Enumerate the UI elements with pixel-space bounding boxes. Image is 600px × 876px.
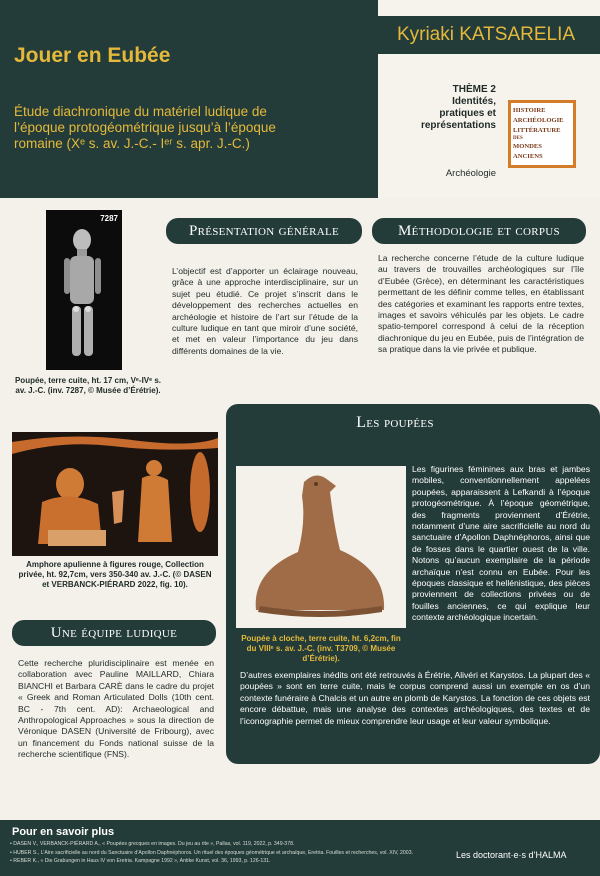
logo-line: MONDES — [513, 143, 542, 150]
section-title-presentation: Présentation générale — [166, 218, 362, 244]
section-title-methodologie: Méthodologie et corpus — [372, 218, 586, 244]
amphora-image — [12, 432, 218, 556]
doll-xray-photo — [46, 210, 122, 370]
author-name: Kyriaki KATSARELIA — [372, 16, 600, 54]
halma-logo — [508, 100, 576, 168]
bell-doll-photo — [236, 466, 406, 628]
theme-line: pratiques et — [439, 108, 496, 119]
presentation-text: L’objectif est d’apporter un éclairage nouveau, grâce à une approche interdisciplinaire, sur un sujet peu étudié. Ce projet s’inscrit dans le développement des recherches actuelles en archéologie et histoire de l’art sur l’étude de la culture ludique en tant que miroir d’une société, et met en valeur l’importance du jeu dans différents domaines de la vie. — [172, 266, 358, 356]
logo-line: ANCIENS — [513, 153, 543, 160]
methodologie-text: La recherche concerne l’étude de la culture ludique au travers de trouvailles archéologiques sur l’île d’Eubée (Grèce), en déterminant les caractéristiques permettant de les définir comme telles, en établissant des catégories et examinant les rapports entre textes, images et savoirs véhiculés par les objets. Le cadre spatio-temporel correspond à celui de la réception diachronique du jeu en Eubée, puis de l’intégration de sa pratique dans la vie privée et publique. — [378, 253, 584, 355]
figure-number: 7287 — [100, 214, 118, 223]
references-list — [10, 840, 440, 866]
logo-line: DES — [513, 136, 523, 141]
theme-line: Identités, — [452, 96, 496, 107]
poster-subtitle: Étude diachronique du matériel ludique de l’époque protogéométrique jusqu’à l’époque romaine (Xᵉ s. av. J.-C.- Iᵉʳ s. apr. J.-C.) — [14, 104, 276, 151]
section-title-poupees: Les poupées — [330, 410, 460, 436]
theme-line: représentations — [420, 120, 496, 131]
equipe-text: Cette recherche pluridisciplinaire est menée en collaboration avec Pauline MAILLARD, Chiara BIANCHI et Barbara CARÈ dans le cadre du projet « Greek and Roman Articulated Dolls (10th cent. BC - 7th cent. AD): Archaeological and Anthropological Approaches » sous la direction de Véronique DASEN (Université de Fribourg), avec un financement du Fonds national suisse de la recherche scientifique (FNS). — [18, 658, 214, 760]
footer-band — [0, 820, 600, 876]
reference-item: • REBER K., « Die Grabungen in Haus IV von Eretria. Kampagne 1992 », Antike Kunst, vol. 36, 1993, p. 126-131. — [10, 857, 440, 866]
discipline-label: Archéologie — [445, 168, 496, 179]
section-title-equipe: Une équipe ludique — [12, 620, 216, 646]
logo-line: LITTÉRATURE — [513, 127, 561, 134]
footer-signature: Les doctorant·e·s d’HALMA — [456, 850, 567, 860]
reference-item: • HUBER S., L’Aire sacrificielle au nord du Sanctuaire d’Apollon Daphnéphoros. Un rituel des époques géométrique et archaïque, Eretria. Fouilles et recherches, vol. XIV, 2003. — [10, 849, 440, 858]
doll-xray-image — [46, 210, 122, 370]
theme-label: THÈME 2 — [452, 84, 496, 95]
poster-title: Jouer en Eubée — [14, 44, 171, 67]
theme-block — [398, 84, 496, 132]
figure3-caption: Poupée à cloche, terre cuite, ht. 6,2cm, fin du VIIIᵉ s. av. J.-C. (inv. T3709, © Musée d’Érétrie). — [241, 634, 401, 663]
reference-item: • DASEN V., VERBANCK-PIÉRARD A., « Poupées grecques en images. Du jeu au rite », Pallas, vol. 119, 2022, p. 349-378. — [10, 840, 440, 849]
logo-line: HISTOIRE — [513, 107, 546, 114]
figure1-caption: Poupée, terre cuite, ht. 17 cm, Vᵉ-IVᵉ s. av. J.-C. (inv. 7287, © Musée d’Érétrie). — [14, 376, 162, 395]
footer-title: Pour en savoir plus — [12, 826, 115, 838]
poupees-text-right: Les figurines féminines aux bras et jambes mobiles, conventionnellement appelées poupées, apparaissent à Lefkandi à l’époque protogéométrique. À l’époque géométrique, des fragments proviennent d’Érétrie, notamment d’une aire sacrificielle au nord du sanctuaire d’Apollon Daphnéphoros, ainsi que de fosses dans le quartier ouest de la ville. Notons qu’aucun exemplaire de la période archaïque n’est connu en Eubée. Pour les époques classique et hellénistique, des pièces proviennent de collections privées ou de fouilles anciennes, ce qui explique leur contexte archéologique incertain. — [412, 464, 590, 623]
amphora-photo — [12, 432, 218, 556]
logo-line: ARCHÉOLOGIE — [513, 117, 564, 124]
bell-doll-image — [236, 466, 406, 628]
poupees-text-bottom: D’autres exemplaires inédits ont été retrouvés à Érétrie, Alivéri et Karystos. La plupart des « poupées » sont en terre cuite, mais le corpus comprend aussi un exemple en os d’un contexte funéraire à Chalcis et un autre en plomb de Karystos. La fonction de ces objets est encore débattue, mais une analyse des contextes archéologiques, des textes et de l’iconographie permet de mieux comprendre leur usage et leur valeur symbolique. — [240, 670, 590, 726]
figure2-caption: Amphore apulienne à figures rouge, Collection privée, ht. 92,7cm, vers 350-340 av. J.-C. (© DASEN et VERBANCK-PIÉRARD 2022, fig. 10). — [18, 560, 212, 589]
